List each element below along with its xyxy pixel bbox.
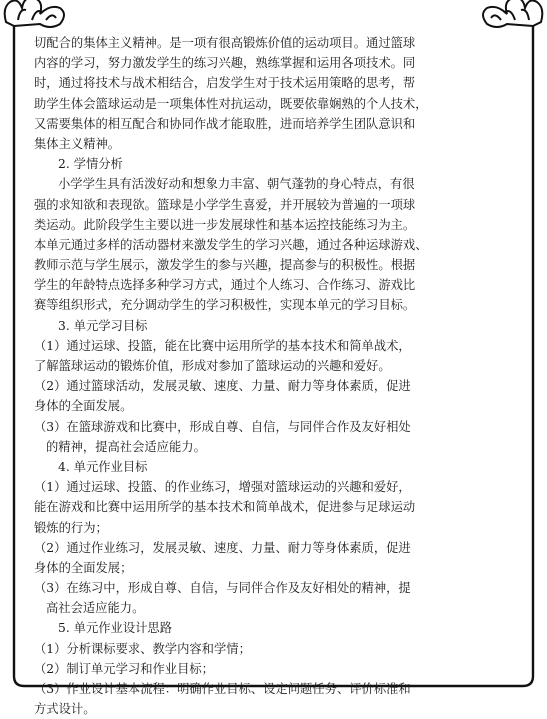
text-line: （1）通过运球、投篮、的作业练习，增强对篮球运动的兴趣和爱好， xyxy=(34,480,411,495)
text-line: （1）通过运球、投篮，能在比赛中运用所学的基本技术和简单战术， xyxy=(34,338,411,353)
text-line: 高社会适应能力。 xyxy=(46,601,145,616)
text-line: 的精神，提高社会适应能力。 xyxy=(46,439,206,454)
text-line: 集体主义精神。 xyxy=(34,136,121,151)
document-body xyxy=(34,33,510,719)
text-line: 锻炼的行为； xyxy=(34,520,108,535)
text-line: 教师示范与学生展示，激发学生的参与兴趣，提高参与的积极性。根据 xyxy=(34,258,416,273)
text-line: 了解篮球运动的锻炼价值，形成对参加了篮球运动的兴趣和爱好。 xyxy=(34,359,391,373)
text-line: 2. 学情分析 xyxy=(58,157,123,172)
corner-ornament-top-left xyxy=(5,0,64,27)
text-line: 强的求知欲和表现欲。篮球是小学学生喜爱，并开展较为普遍的一项球 xyxy=(34,197,416,212)
text-line: （2）通过篮球活动，发展灵敏、速度、力量、耐力等身体素质，促进 xyxy=(34,379,411,394)
text-line: 学生的年龄特点选择多种学习方式，通过个人练习、合作练习、游戏比 xyxy=(34,278,416,293)
text-line: 切配合的集体主义精神。是一项有很高锻炼价值的运动项目。通过篮球 xyxy=(34,36,416,50)
text-line: 4. 单元作业目标 xyxy=(58,459,148,474)
text-line: （3）在篮球游戏和比赛中，形成自尊、自信，与同伴合作及友好相处 xyxy=(34,419,411,434)
text-line: （3）作业设计基本流程：明确作业目标、设定问题任务、评价标准和 xyxy=(34,682,411,696)
corner-ornament-top-right xyxy=(483,0,542,27)
text-line: 身体的全面发展； xyxy=(34,560,133,575)
text-line: 类运动。此阶段学生主要以进一步发展球性和基本运控技能练习为主。 xyxy=(34,217,416,232)
text-line: 时，通过将技术与战术相结合，启发学生对于技术运用策略的思考，帮 xyxy=(34,76,416,91)
text-line: 小学学生具有活泼好动和想象力丰富、朝气蓬勃的身心特点，有很 xyxy=(58,177,415,192)
text-line: 身体的全面发展。 xyxy=(34,399,133,414)
text-line: 方式设计。 xyxy=(34,702,96,717)
text-line: （1）分析课标要求、教学内容和学情； xyxy=(34,641,251,656)
text-line: 能在游戏和比赛中运用所学的基本技术和简单战术，促进参与足球运动 xyxy=(34,500,416,515)
text-line: 又需要集体的相互配合和协同作战才能取胜，进而培养学生团队意识和 xyxy=(34,116,416,131)
text-line: 本单元通过多样的活动器材来激发学生的学习兴趣，通过各种运球游戏、 xyxy=(34,237,428,252)
text-line: （2）通过作业练习，发展灵敏、速度、力量、耐力等身体素质，促进 xyxy=(34,540,411,555)
text-line: 赛等组织形式，充分调动学生的学习积极性，实现本单元的学习目标。 xyxy=(34,298,416,313)
text-line: 助学生体会篮球运动是一项集体性对抗运动，既要依靠娴熟的个人技术， xyxy=(34,96,428,111)
text-line: 5. 单元作业设计思路 xyxy=(58,621,173,636)
text-line: （2）制订单元学习和作业目标； xyxy=(34,661,214,676)
text-line: 3. 单元学习目标 xyxy=(58,318,148,333)
text-line: 内容的学习，努力激发学生的练习兴趣，熟练掌握和运用各项技术。同 xyxy=(34,56,416,71)
text-line: （3）在练习中，形成自尊、自信，与同伴合作及友好相处的精神，提 xyxy=(34,581,411,596)
